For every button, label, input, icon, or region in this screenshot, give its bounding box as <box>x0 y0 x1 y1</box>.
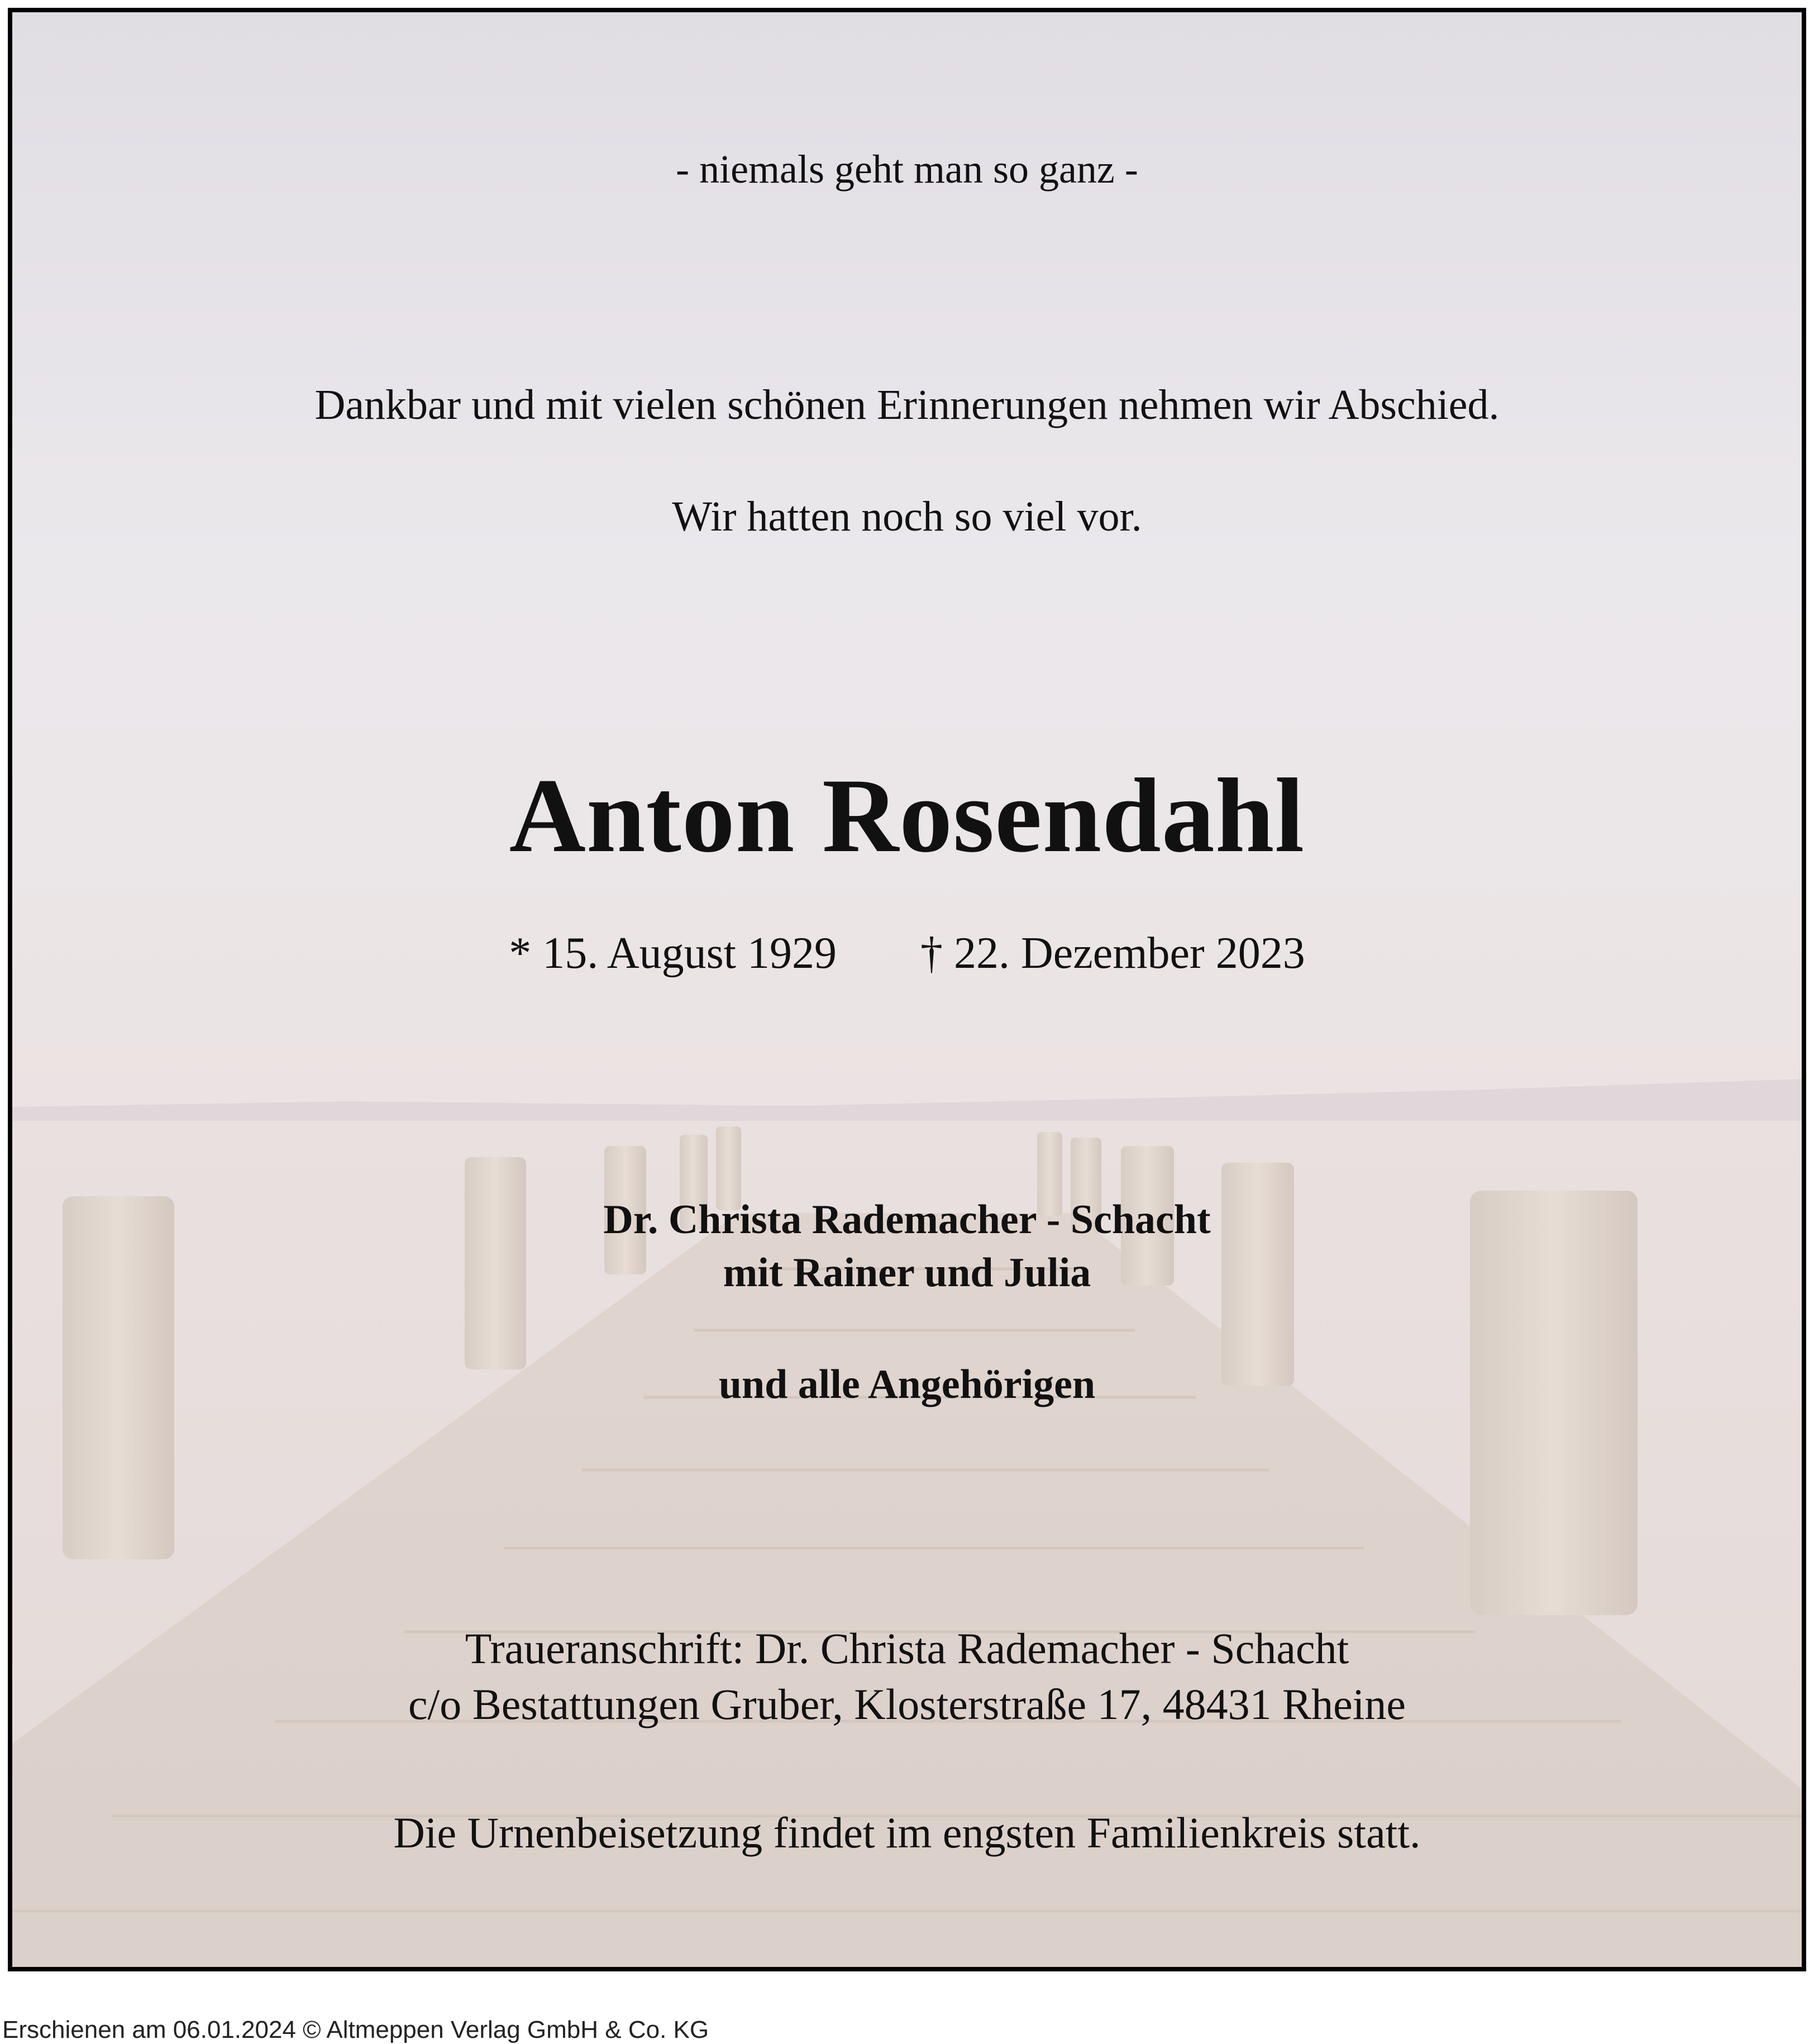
obituary-notice <box>8 8 1806 1971</box>
mourning-address-line-1: Traueranschrift: Dr. Christa Rademacher - Schacht <box>465 1624 1349 1673</box>
publication-footer: Erschienen am 06.01.2024 © Altmeppen Verlag GmbH & Co. KG <box>2 2016 709 2043</box>
family-line-2: mit Rainer und Julia <box>723 1250 1091 1296</box>
plans-line: Wir hatten noch so viel vor. <box>672 493 1142 540</box>
farewell-line: Dankbar und mit vielen schönen Erinnerungen nehmen wir Abschied. <box>314 381 1500 428</box>
family-line-1: Dr. Christa Rademacher - Schacht <box>603 1197 1211 1243</box>
death-date: † 22. Dezember 2023 <box>920 929 1305 978</box>
mourning-address-line-2: c/o Bestattungen Gruber, Klosterstraße 17, 48431 Rheine <box>408 1680 1406 1728</box>
family-line-3: und alle Angehörigen <box>718 1362 1096 1407</box>
birth-date: * 15. August 1929 <box>509 929 837 978</box>
motto-line: - niemals geht man so ganz - <box>676 147 1138 192</box>
burial-note: Die Urnenbeisetzung findet im engsten Familienkreis statt. <box>393 1808 1421 1857</box>
jetty-background-image <box>12 12 1802 1967</box>
deceased-name: Anton Rosendahl <box>509 757 1305 875</box>
life-dates <box>12 928 1802 979</box>
